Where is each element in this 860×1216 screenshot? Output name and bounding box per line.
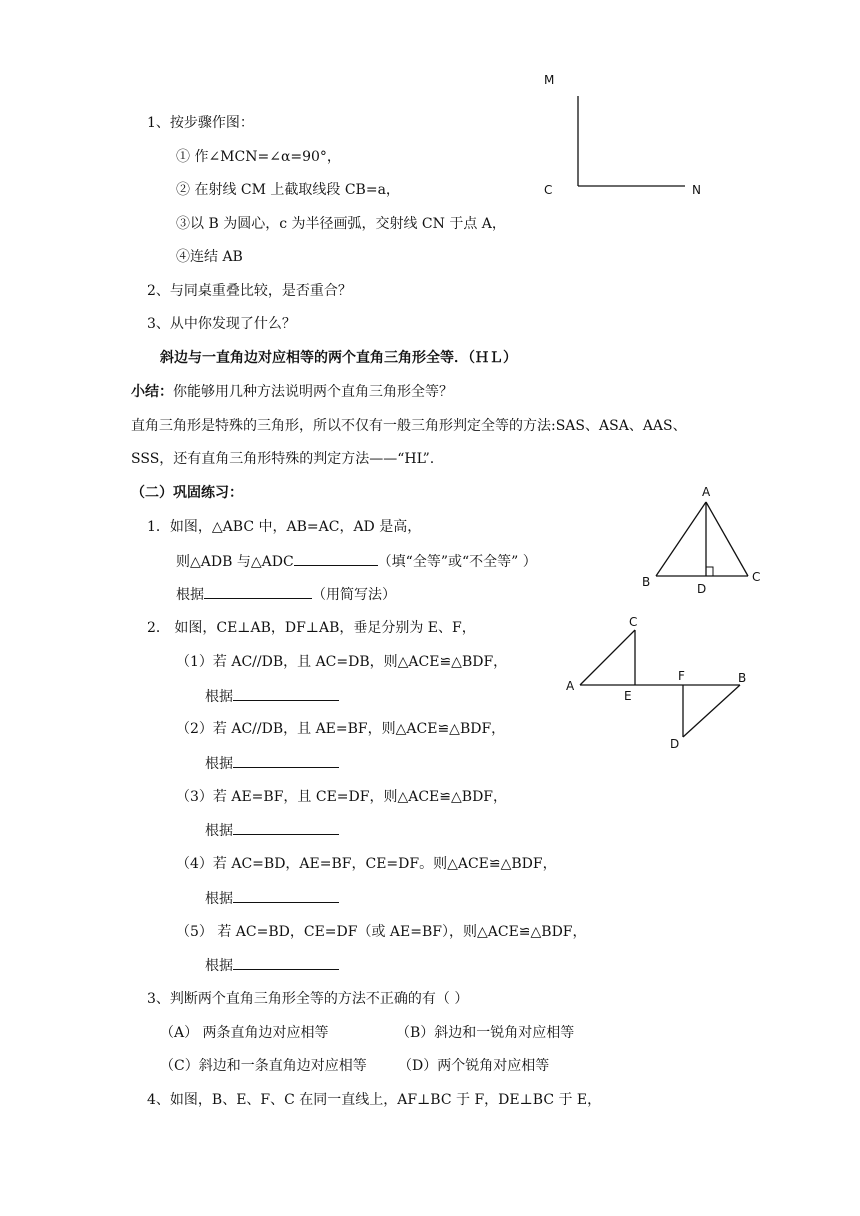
- exercise-3-option-b: （B）斜边和一锐角对应相等: [396, 1025, 575, 1041]
- hl-theorem: 斜边与一直角边对应相等的两个直角三角形全等．（ＨＬ）: [160, 350, 517, 366]
- exercise-3-option-c: （C）斜边和一条直角边对应相等: [160, 1058, 367, 1074]
- label-b: B: [642, 575, 651, 589]
- answer-blank[interactable]: [233, 955, 339, 970]
- answer-blank[interactable]: [294, 551, 378, 566]
- basis-label: 根据: [205, 689, 233, 705]
- exercise-1-prompt: 则△ADB 与△ADC: [176, 554, 294, 570]
- answer-blank[interactable]: [233, 753, 339, 768]
- label-c: C: [544, 183, 553, 197]
- label-d: D: [697, 582, 707, 596]
- exercise-3-option-a: （A） 两条直角边对应相等: [160, 1025, 329, 1041]
- label-c: C: [629, 615, 638, 629]
- exercise-2-basis-1: [205, 686, 339, 707]
- label-m: M: [544, 73, 555, 87]
- label-a: A: [566, 679, 575, 693]
- question-2: 2、与同桌重叠比较，是否重合？: [147, 283, 352, 299]
- exercise-2-line-1: 2． 如图，CE⊥AB，DF⊥AB，垂足分别为 E、F，: [147, 620, 476, 636]
- answer-blank[interactable]: [233, 888, 339, 903]
- summary-text: 你能够用几种方法说明两个直角三角形全等？: [173, 384, 453, 400]
- step-4: ④连结 AB: [176, 249, 243, 265]
- basis-label: 根据: [176, 587, 204, 603]
- label-n: N: [692, 183, 701, 197]
- exercise-2-item-4: （4）若 AC=BD，AE=BF，CE=DF。则△ACE≌△BDF，: [176, 856, 557, 872]
- exercise-2-item-3: （3）若 AE=BF，且 CE=DF，则△ACE≌△BDF，: [176, 789, 508, 805]
- exercise-2-item-1: （1）若 AC//DB，且 AC=DB，则△ACE≌△BDF，: [176, 654, 508, 670]
- answer-blank[interactable]: [233, 820, 339, 835]
- figure-triangle-abc: [630, 480, 780, 600]
- summary-label: 小结：: [131, 384, 173, 400]
- exercise-2-basis-2: [205, 753, 339, 774]
- step-3: ③以 B 为圆心，c 为半径画弧，交射线 CN 于点 A，: [176, 216, 506, 232]
- exercise-2-item-2: （2）若 AC//DB，且 AE=BF，则△ACE≌△BDF，: [176, 721, 506, 737]
- label-e: E: [624, 689, 632, 703]
- exercise-1-line-2: [176, 551, 537, 572]
- label-f: F: [678, 669, 685, 683]
- exercise-3-line-1: 3、判断两个直角三角形全等的方法不正确的有（ ）: [147, 991, 469, 1007]
- side-ab: [656, 502, 706, 576]
- summary: [131, 382, 453, 402]
- exercise-1-line-1: 1．如图，△ABC 中，AB=AC，AD 是高，: [147, 519, 422, 535]
- basis-label: 根据: [205, 958, 233, 974]
- label-c: C: [752, 570, 761, 584]
- question-1: 1、按步骤作图：: [147, 115, 254, 131]
- section-2-heading: （二）巩固练习：: [131, 485, 243, 501]
- exercise-1-line-3: [176, 584, 396, 605]
- answer-blank[interactable]: [233, 686, 339, 701]
- label-d: D: [670, 737, 680, 751]
- label-a: A: [702, 485, 711, 499]
- segment-ac: [580, 630, 635, 685]
- answer-blank[interactable]: [204, 584, 312, 599]
- basis-label: 根据: [205, 756, 233, 772]
- basis-label: 根据: [205, 823, 233, 839]
- figure-right-angle-mcn: [530, 60, 720, 210]
- paragraph-line-1: 直角三角形是特殊的三角形，所以不仅有一般三角形判定全等的方法:SAS、ASA、AAS、: [131, 418, 687, 434]
- exercise-2-basis-5: [205, 955, 339, 976]
- step-1: ① 作∠MCN=∠α=90°，: [176, 149, 341, 165]
- step-2: ② 在射线 CM 上截取线段 CB=a，: [176, 182, 400, 198]
- right-angle-mark: [706, 567, 713, 576]
- basis-label: 根据: [205, 891, 233, 907]
- exercise-1-hint: （填“全等”或“不全等” ）: [377, 554, 537, 570]
- figure-triangles-acedbf: [560, 612, 770, 752]
- paragraph-line-2: SSS，还有直角三角形特殊的判定方法——“HL”.: [131, 451, 435, 467]
- exercise-3-option-d: （D）两个锐角对应相等: [398, 1058, 550, 1074]
- question-3: 3、从中你发现了什么？: [147, 316, 296, 332]
- exercise-2-item-5: （5） 若 AC=BD，CE=DF（或 AE=BF），则△ACE≌△BDF，: [176, 924, 587, 940]
- exercise-2-basis-3: [205, 820, 339, 841]
- side-ac: [706, 502, 748, 576]
- basis-hint: （用简写法）: [312, 587, 396, 603]
- segment-db: [683, 685, 740, 737]
- label-b: B: [738, 671, 747, 685]
- exercise-4-line-1: 4、如图，B、E、F、C 在同一直线上，AF⊥BC 于 F，DE⊥BC 于 E，: [147, 1092, 602, 1108]
- exercise-2-basis-4: [205, 888, 339, 909]
